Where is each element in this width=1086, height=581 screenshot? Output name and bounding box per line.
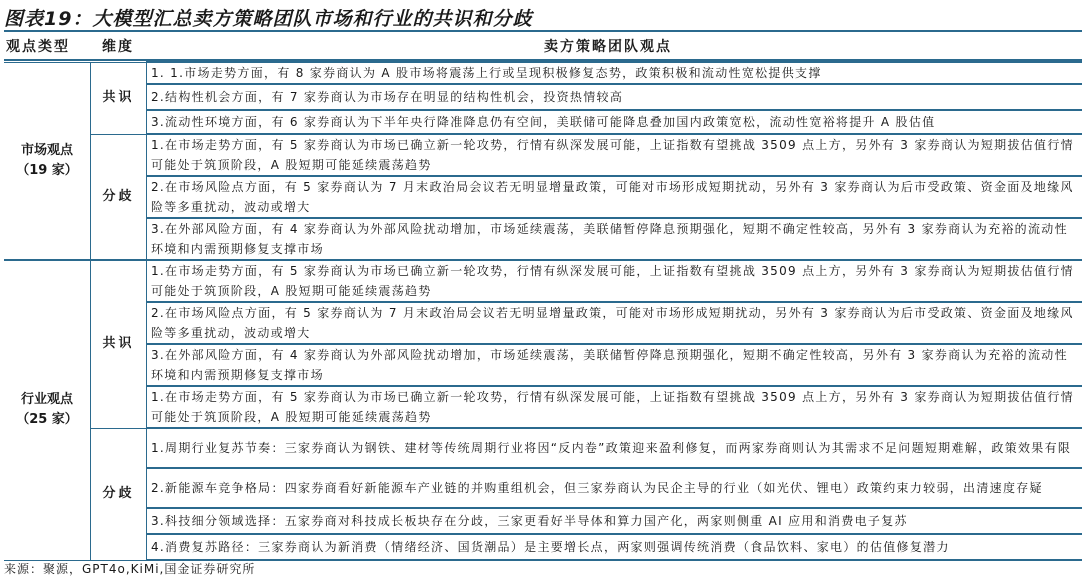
table-row	[4, 344, 1082, 386]
source-note: 来源：聚源，GPT4o,KiMi,国金证券研究所	[4, 562, 256, 576]
dimension-cell: 共识	[91, 260, 147, 428]
table-header	[4, 32, 1082, 58]
table-row	[4, 428, 1082, 468]
view-cell: 3.在外部风险方面，有 4 家券商认为外部风险扰动增加，市场延续震荡，美联储暂停降息预期强化，短期不确定性较高，另外有 3 家券商认为充裕的流动性环境和内需预期修复支撑市场	[147, 218, 1083, 260]
view-cell: 2.新能源车竞争格局：四家券商看好新能源车产业链的并购重组机会，但三家券商认为民企主导的行业（如光伏、锂电）政策约束力较弱，出清速度存疑	[147, 468, 1083, 508]
view-cell: 1.在市场走势方面，有 5 家券商认为市场已确立新一轮攻势，行情有纵深发展可能，上证指数有望挑战 3509 点上方，另外有 3 家券商认为短期拔估值行情可能处于筑顶阶段，A 股短期可能延续震荡趋势	[147, 386, 1083, 428]
header-col-dimension: 维度	[102, 39, 134, 55]
table-row	[4, 110, 1082, 134]
table-row	[4, 62, 1082, 84]
type-cell-market	[4, 62, 91, 260]
table-row	[4, 134, 1082, 176]
view-cell: 3.流动性环境方面，有 6 家券商认为下半年央行降准降息仍有空间，美联储可能降息叠加国内政策宽松，流动性宽裕将提升 A 股估值	[147, 110, 1083, 134]
table-row	[4, 534, 1082, 560]
table-row	[4, 260, 1082, 302]
view-cell: 1. 1.市场走势方面，有 8 家券商认为 A 股市场将震荡上行或呈现积极修复态势，政策积极和流动性宽松提供支撑	[147, 62, 1083, 84]
view-cell: 3.科技细分领域选择：五家券商对科技成长板块存在分歧，三家更看好半导体和算力国产化，两家则侧重 AI 应用和消费电子复苏	[147, 508, 1083, 534]
view-cell: 2.在市场风险点方面，有 5 家券商认为 7 月末政治局会议若无明显增量政策，可能对市场形成短期扰动，另外有 3 家券商认为后市受政策、资金面及地缘风险等多重扰动，波动或增大	[147, 302, 1083, 344]
table-row	[4, 84, 1082, 110]
type-label: 市场观点	[20, 142, 73, 158]
dimension-cell: 共识	[91, 62, 147, 134]
view-cell: 4.消费复苏路径：三家券商认为新消费（情绪经济、国货潮品）是主要增长点，两家则强调传统消费（食品饮料、家电）的估值修复潜力	[147, 534, 1083, 560]
type-count: （19 家）	[16, 162, 78, 178]
view-cell: 1.在市场走势方面，有 5 家券商认为市场已确立新一轮攻势，行情有纵深发展可能，上证指数有望挑战 3509 点上方，另外有 3 家券商认为短期拔估值行情可能处于筑顶阶段，A 股短期可能延续震荡趋势	[147, 134, 1083, 176]
table-row	[4, 386, 1082, 428]
dimension-cell: 分歧	[91, 428, 147, 560]
view-cell: 2.结构性机会方面，有 7 家券商认为市场存在明显的结构性机会，投资热情较高	[147, 84, 1083, 110]
dimension-cell: 分歧	[91, 134, 147, 260]
table-row	[4, 218, 1082, 260]
table-row	[4, 508, 1082, 534]
table-row	[4, 302, 1082, 344]
view-cell: 1.周期行业复苏节奏：三家券商认为钢铁、建材等传统周期行业将因“反内卷”政策迎来盈利修复，而两家券商则认为其需求不足问题短期难解，政策效果有限	[147, 428, 1083, 468]
view-cell: 3.在外部风险方面，有 4 家券商认为外部风险扰动增加，市场延续震荡，美联储暂停降息预期强化，短期不确定性较高，另外有 3 家券商认为充裕的流动性环境和内需预期修复支撑市场	[147, 344, 1083, 386]
figure-title: 图表19：大模型汇总卖方策略团队市场和行业的共识和分歧	[4, 8, 533, 30]
consensus-table	[4, 61, 1082, 561]
table-row	[4, 176, 1082, 218]
header-col-view: 卖方策略团队观点	[544, 39, 672, 55]
type-label: 行业观点	[20, 392, 73, 408]
view-cell: 2.在市场风险点方面，有 5 家券商认为 7 月末政治局会议若无明显增量政策，可能对市场形成短期扰动，另外有 3 家券商认为后市受政策、资金面及地缘风险等多重扰动，波动或增大	[147, 176, 1083, 218]
view-cell: 1.在市场走势方面，有 5 家券商认为市场已确立新一轮攻势，行情有纵深发展可能，上证指数有望挑战 3509 点上方，另外有 3 家券商认为短期拔估值行情可能处于筑顶阶段，A 股短期可能延续震荡趋势	[147, 260, 1083, 302]
type-count: （25 家）	[16, 412, 78, 428]
header-col-type: 观点类型	[6, 39, 70, 55]
type-cell-industry	[4, 260, 91, 560]
table-row	[4, 468, 1082, 508]
